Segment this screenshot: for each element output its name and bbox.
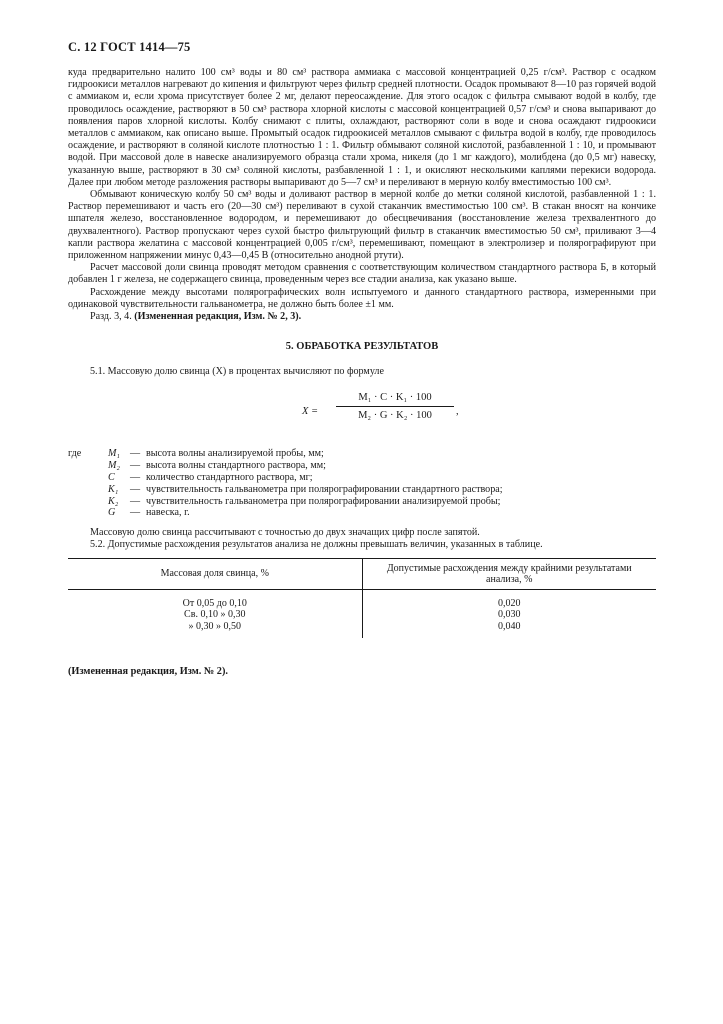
paragraph-5-2: 5.2. Допустимые расхождения результатов анализа не должны превышать величин, указанных в таблице.: [90, 539, 543, 551]
definition-symbol: G: [108, 507, 116, 519]
table-cell-value: 0,030: [498, 609, 521, 621]
table-row: [68, 589, 656, 609]
definition-dash: —: [130, 472, 141, 484]
formula-comma: ,: [456, 406, 459, 418]
definition-row: [68, 448, 656, 460]
table-cell-range: От 0,05 до 0,10: [68, 589, 362, 609]
definition-dash: —: [130, 460, 141, 472]
section-title: 5. ОБРАБОТКА РЕЗУЛЬТАТОВ: [285, 341, 439, 353]
definition-label: [68, 507, 108, 519]
column-header-lead-fraction: Массовая доля свинца, %: [68, 558, 362, 589]
precision-paragraph: Массовую долю свинца рассчитывают с точностью до двух значащих цифр после запятой.: [90, 527, 480, 539]
definition-symbol: M₁: [108, 448, 120, 460]
definition-text: навеска, г.: [146, 507, 190, 519]
definition-label: [68, 460, 108, 472]
definition-row: [68, 507, 656, 519]
amendment-bold: (Измененная редакция, Изм. № 2, 3).: [134, 311, 302, 323]
table-cell-range: » 0,30 » 0,50: [68, 621, 362, 639]
definition-row: [68, 460, 656, 472]
paragraph-1: куда предварительно налито 100 см³ воды и 80 см³ раствора аммиака с массовой концентрацией 0,25 г/см³. Раствор с осадком гидроокиси металлов нагревают до кипения и фильтруют через фильтр средней плотности. Осадок промывают 8—10 раз горячей водой с аммиаком и, если хрома присутствует более 2 мг, делают переосаждение. Для этого осадок с фильтра смывают водой в колбу, где проводилось осаждение, растворяют в 50 см³ раствора хлорной кислоты с массовой концентрацией 0,57 г/см³ и снова выпаривают до появления паров хлорной кислоты. Колбу снимают с плиты, охлаждают, растворяют соли в воде и снова осаждают гидроокиси металлов с аммиаком, как описано выше. Промытый осадок гидроокисей металлов смывают с фильтра водой в колбу, где проводилось осаждение, и растворяют в соляной кислоте плотностью 1 : 1. Фильтр обмывают соляной кислотой, разбавленной 1 : 10, и промывают водой. При массовой доле в навеске анализируемого образца стали хрома, никеля (до 1 мг каждого), молибдена (до 0,5 мг) навеску, указанную выше, растворяют в 30 см³ соляной кислоты, разбавленной 1 : 1, и окисляют несколькими каплями перекиси водорода. Далее при любом методе разложения растворы выпаривают до 5—7 см³ и переливают в мерную колбу вместимостью 100 см³.: [68, 67, 656, 188]
column-header-tolerance: Допустимые расхождения между крайними результатами анализа, %: [362, 558, 656, 589]
formula: [68, 386, 656, 438]
table-header-row: [68, 558, 656, 589]
formula-denominator: M₂ · G · K₂ · 100: [358, 410, 432, 422]
definition-symbol: K₂: [108, 495, 119, 507]
table-row: [68, 609, 656, 621]
definition-text: высота волны анализируемой пробы, мм;: [146, 448, 324, 460]
definition-dash: —: [130, 507, 141, 519]
formula-lhs: X =: [302, 406, 319, 418]
definition-row: [68, 484, 656, 496]
definition-text: чувствительность гальванометра при полярографировании стандартного раствора;: [146, 483, 503, 495]
tolerance-table: [68, 558, 656, 639]
table-cell-value: 0,040: [498, 620, 521, 632]
definition-symbol: M₂: [108, 460, 120, 472]
definition-label: [68, 496, 108, 508]
definitions-list: [68, 448, 656, 519]
definition-row: [68, 472, 656, 484]
amendment-note-2: (Измененная редакция, Изм. № 2).: [68, 666, 228, 678]
document-page: [68, 40, 656, 677]
formula-fraction: [336, 392, 454, 421]
paragraph-3: Расчет массовой доли свинца проводят методом сравнения с соответствующим количеством стандартного раствора Б, в который добавлен 1 г железа, не содержащего свинца, проведенным через все стадии анализа, как указано выше.: [68, 262, 656, 286]
definition-dash: —: [130, 448, 141, 460]
table-cell-value: 0,020: [498, 597, 521, 609]
amendment-prefix: Разд. 3, 4.: [90, 311, 132, 323]
table-cell-range: Св. 0,10 » 0,30: [68, 609, 362, 621]
paragraph-5-1: 5.1. Массовую долю свинца (X) в процентах вычисляют по формуле: [90, 366, 384, 378]
page-header: С. 12 ГОСТ 1414—75: [68, 40, 191, 54]
definition-row: [68, 496, 656, 508]
definition-text: чувствительность гальванометра при полярографировании анализируемой пробы;: [146, 495, 501, 507]
table-row: [68, 621, 656, 639]
definition-text: количество стандартного раствора, мг;: [146, 472, 313, 484]
formula-numerator: M₁ · C · K₁ · 100: [358, 392, 432, 404]
amendment-note-1: [68, 311, 656, 323]
definition-symbol: K₁: [108, 483, 119, 495]
definition-symbol: C: [108, 472, 115, 484]
definition-label: где: [68, 448, 82, 460]
definition-dash: —: [130, 495, 141, 507]
definition-text: высота волны стандартного раствора, мм;: [146, 460, 326, 472]
definition-dash: —: [130, 483, 141, 495]
paragraph-4: Расхождение между высотами полярографических волн испытуемого и данного стандартного раствора, измеренными при одинаковой чувствительности гальванометра, не должно быть более ±1 мм.: [68, 286, 656, 310]
paragraph-2: Обмывают коническую колбу 50 см³ воды и доливают раствор в мерной колбе до метки соляной кислотой, разбавленной 1 : 1. Раствор перемешивают и часть его (20—30 см³) переливают в сухой стаканчик вместимостью 100 см³. В стакан вносят на кончике шпателя железо, восстановленное водородом, и перемешивают до обесцвечивания (восстановление железа трехвалентного до двухвалентного). Раствор пропускают через сухой быстро фильтрующий фильтр в стаканчик вместимостью 50 см³, приливают 3—4 капли раствора желатина с массовой концентрацией 0,005 г/см³, перемешивают, помещают в электролизер и полярографируют при приложенном напряжении минус 0,43—0,45 В (относительно анодной ртути).: [68, 189, 656, 262]
definition-label: [68, 472, 108, 484]
definition-label: [68, 484, 108, 496]
